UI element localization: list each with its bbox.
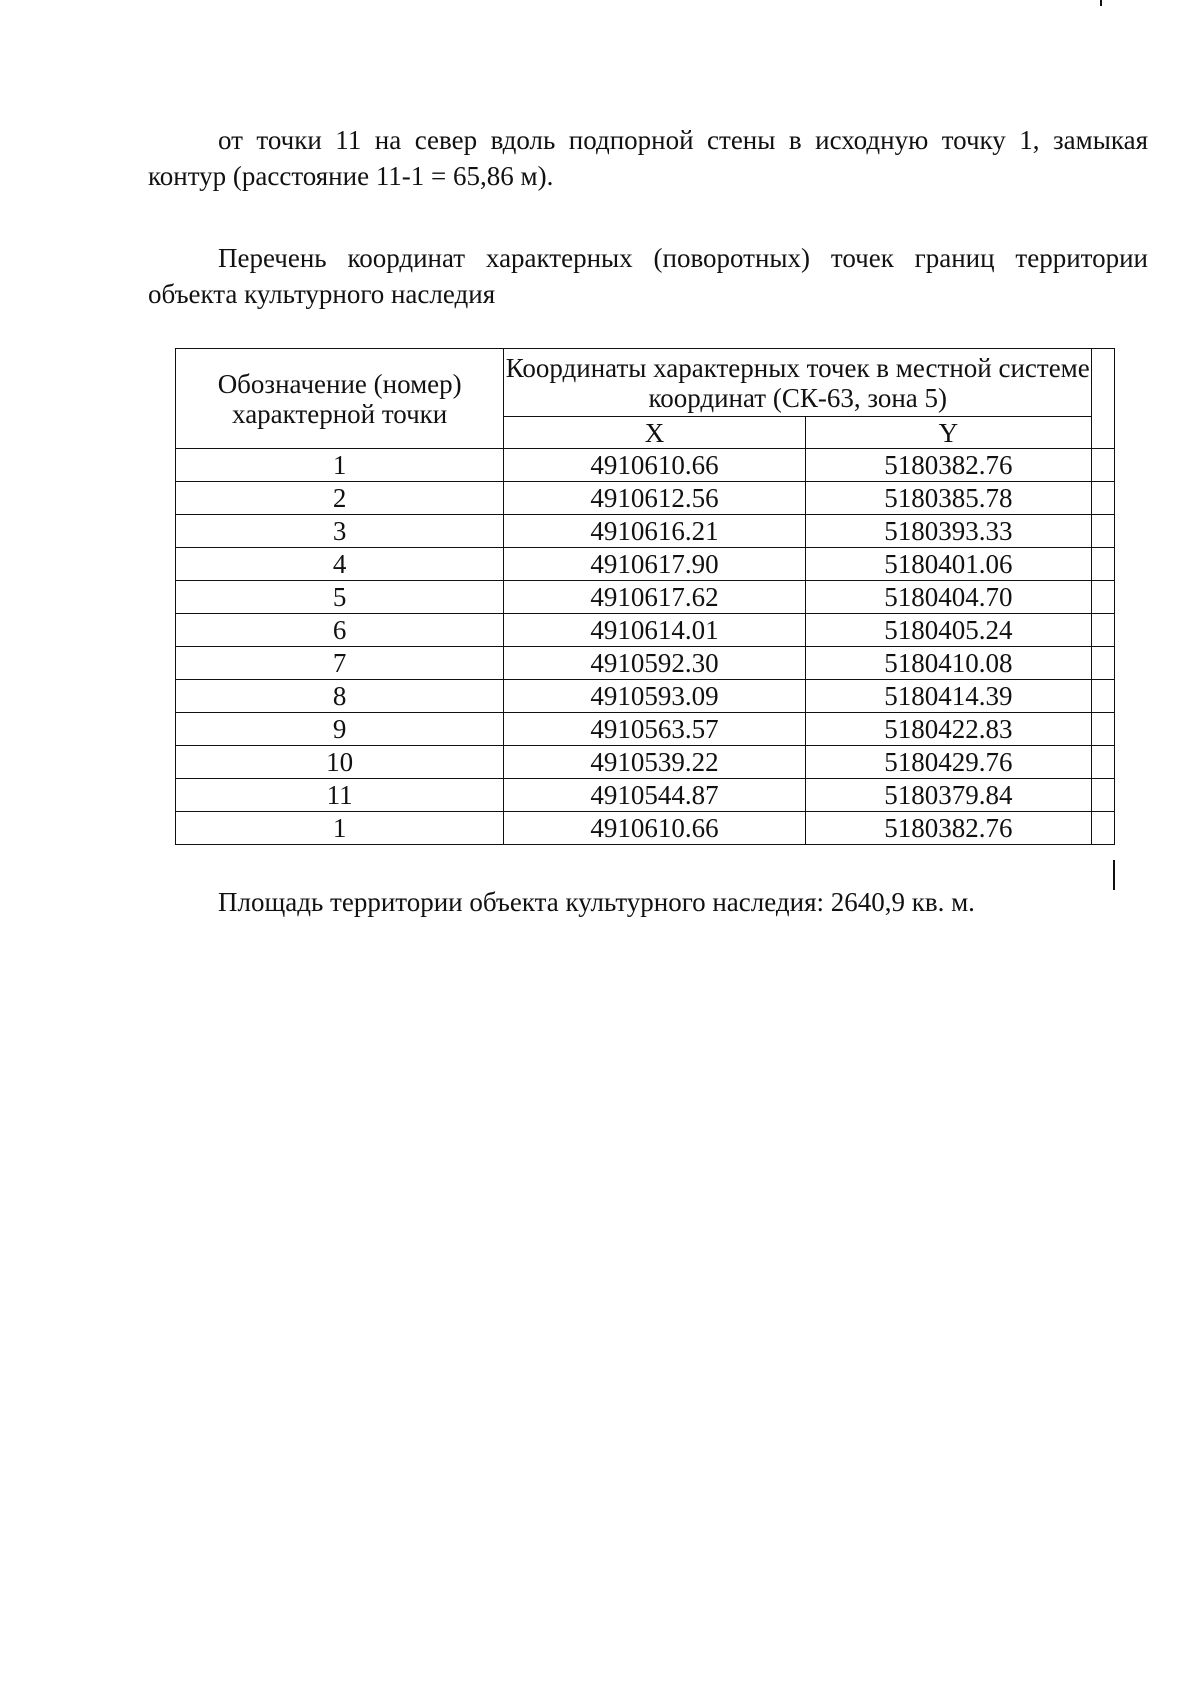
table-row	[176, 614, 1115, 647]
coordinates-table	[175, 348, 1115, 845]
x-coordinate-cell: 4910544.87	[504, 779, 805, 812]
y-coordinate-cell: 5180405.24	[805, 614, 1092, 647]
point-number-cell: 3	[176, 515, 504, 548]
caption-line: Перечень координат характерных (поворотных) точек границ территории	[218, 243, 1148, 273]
y-coordinate-cell: 5180410.08	[805, 647, 1092, 680]
empty-side-cell	[1092, 548, 1115, 581]
page-edge-mark	[1100, 0, 1102, 6]
empty-side-cell	[1092, 581, 1115, 614]
caption-line: объекта культурного наследия	[148, 279, 496, 309]
empty-side-cell	[1092, 746, 1115, 779]
y-coordinate-cell: 5180382.76	[805, 812, 1092, 845]
y-coordinate-cell: 5180422.83	[805, 713, 1092, 746]
table-row	[176, 581, 1115, 614]
table-row	[176, 548, 1115, 581]
point-number-cell: 10	[176, 746, 504, 779]
empty-side-cell	[1092, 680, 1115, 713]
y-coordinate-cell: 5180404.70	[805, 581, 1092, 614]
x-coordinate-cell: 4910617.62	[504, 581, 805, 614]
table-row	[176, 647, 1115, 680]
point-number-cell: 5	[176, 581, 504, 614]
empty-side-cell	[1092, 647, 1115, 680]
x-coordinate-cell: 4910614.01	[504, 614, 805, 647]
y-coordinate-cell: 5180414.39	[805, 680, 1092, 713]
table-row	[176, 746, 1115, 779]
x-coordinate-cell: 4910593.09	[504, 680, 805, 713]
y-coordinate-cell: 5180385.78	[805, 482, 1092, 515]
territory-area: Площадь территории объекта культурного наследия: 2640,9 кв. м.	[218, 887, 975, 917]
table-row	[176, 680, 1115, 713]
point-number-cell: 7	[176, 647, 504, 680]
table-row	[176, 812, 1115, 845]
table-row	[176, 482, 1115, 515]
header-point-designation: Обозначение (номер) характерной точки	[176, 349, 504, 449]
point-number-cell: 9	[176, 713, 504, 746]
point-number-cell: 2	[176, 482, 504, 515]
point-number-cell: 1	[176, 812, 504, 845]
x-coordinate-cell: 4910592.30	[504, 647, 805, 680]
header-x: X	[504, 417, 805, 449]
table-row	[176, 779, 1115, 812]
y-coordinate-cell: 5180379.84	[805, 779, 1092, 812]
x-coordinate-cell: 4910616.21	[504, 515, 805, 548]
y-coordinate-cell: 5180393.33	[805, 515, 1092, 548]
paragraph-line: контур (расстояние 11-1 = 65,86 м).	[148, 161, 554, 191]
table-row	[176, 713, 1115, 746]
empty-side-cell	[1092, 515, 1115, 548]
boundary-description-paragraph	[148, 122, 1148, 194]
x-coordinate-cell: 4910617.90	[504, 548, 805, 581]
point-number-cell: 4	[176, 548, 504, 581]
table-row	[176, 515, 1115, 548]
table-edge-extension	[1113, 860, 1115, 890]
x-coordinate-cell: 4910563.57	[504, 713, 805, 746]
x-coordinate-cell: 4910610.66	[504, 812, 805, 845]
table-caption	[148, 240, 1148, 312]
header-coordinates: Координаты характерных точек в местной системе координат (СК-63, зона 5)	[504, 349, 1092, 417]
point-number-cell: 1	[176, 449, 504, 482]
empty-side-cell	[1092, 812, 1115, 845]
x-coordinate-cell: 4910612.56	[504, 482, 805, 515]
empty-side-cell	[1092, 482, 1115, 515]
x-coordinate-cell: 4910539.22	[504, 746, 805, 779]
y-coordinate-cell: 5180401.06	[805, 548, 1092, 581]
x-coordinate-cell: 4910610.66	[504, 449, 805, 482]
point-number-cell: 8	[176, 680, 504, 713]
y-coordinate-cell: 5180382.76	[805, 449, 1092, 482]
paragraph-line: от точки 11 на север вдоль подпорной стены в исходную точку 1, замыкая	[218, 125, 1148, 155]
empty-side-cell	[1092, 713, 1115, 746]
point-number-cell: 6	[176, 614, 504, 647]
empty-side-cell	[1092, 779, 1115, 812]
empty-side-cell	[1092, 614, 1115, 647]
empty-side-cell	[1092, 449, 1115, 482]
y-coordinate-cell: 5180429.76	[805, 746, 1092, 779]
point-number-cell: 11	[176, 779, 504, 812]
empty-side-column	[1092, 349, 1115, 449]
table-row	[176, 449, 1115, 482]
header-y: Y	[805, 417, 1092, 449]
